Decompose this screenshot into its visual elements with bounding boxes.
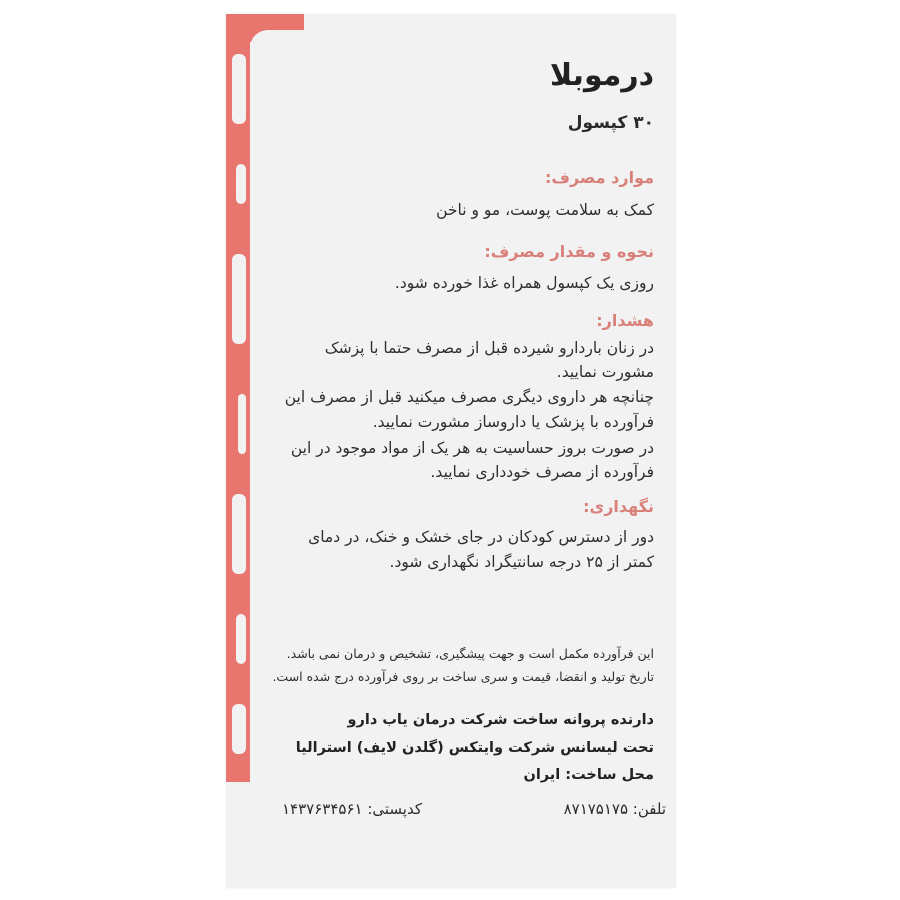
made-in: محل ساخت: ایران: [523, 767, 654, 783]
product-name: درموبلا: [549, 58, 654, 93]
phone-number: تلفن: ۸۷۱۷۵۱۷۵: [563, 800, 666, 818]
uses-heading: موارد مصرف:: [544, 168, 654, 187]
dosage-heading: نحوه و مقدار مصرف:: [484, 242, 654, 261]
warning-line: مشورت نمایید.: [556, 363, 654, 381]
storage-line: دور از دسترس کودکان در جای خشک و خنک، در دمای: [308, 528, 654, 546]
decorative-tab-curve: [250, 30, 304, 70]
warning-heading: هشدار:: [596, 311, 654, 330]
license-partner: تحت لیسانس شرکت وایتکس (گلدن لایف) استرالیا: [295, 740, 654, 756]
warning-line: فرآورده با پزشک یا داروساز مشورت نمایید.: [372, 413, 654, 431]
warning-line: در زنان باردارو شیرده قبل از مصرف حتما با پزشک: [324, 339, 654, 357]
decorative-side-stripe: [226, 14, 250, 782]
storage-line: کمتر از ۲۵ درجه سانتیگراد نگهداری شود.: [389, 553, 654, 571]
capsule-count: ۳۰ کپسول: [567, 113, 654, 133]
dosage-text: روزی یک کپسول همراه غذا خورده شود.: [394, 274, 654, 292]
storage-heading: نگهداری:: [583, 497, 654, 516]
warning-line: چنانچه هر داروی دیگری مصرف میکنید قبل از مصرف این: [284, 388, 654, 406]
postal-code: کدپستی: ۱۴۳۷۶۳۴۵۶۱: [282, 800, 422, 818]
contact-line: [282, 800, 666, 824]
warning-line: فرآورده از مصرف خودداری نمایید.: [430, 463, 654, 481]
uses-text: کمک به سلامت پوست، مو و ناخن: [436, 201, 654, 219]
supplement-note: این فرآورده مکمل است و جهت پیشگیری، تشخیص و درمان نمی باشد.: [286, 646, 654, 661]
license-holder: دارنده پروانه ساخت شرکت درمان یاب دارو: [347, 712, 654, 728]
warning-line: در صورت بروز حساسیت به هر یک از مواد موجود در این: [290, 439, 654, 457]
date-note: تاریخ تولید و انقضا، قیمت و سری ساخت بر روی فرآورده درج شده است.: [272, 669, 654, 684]
